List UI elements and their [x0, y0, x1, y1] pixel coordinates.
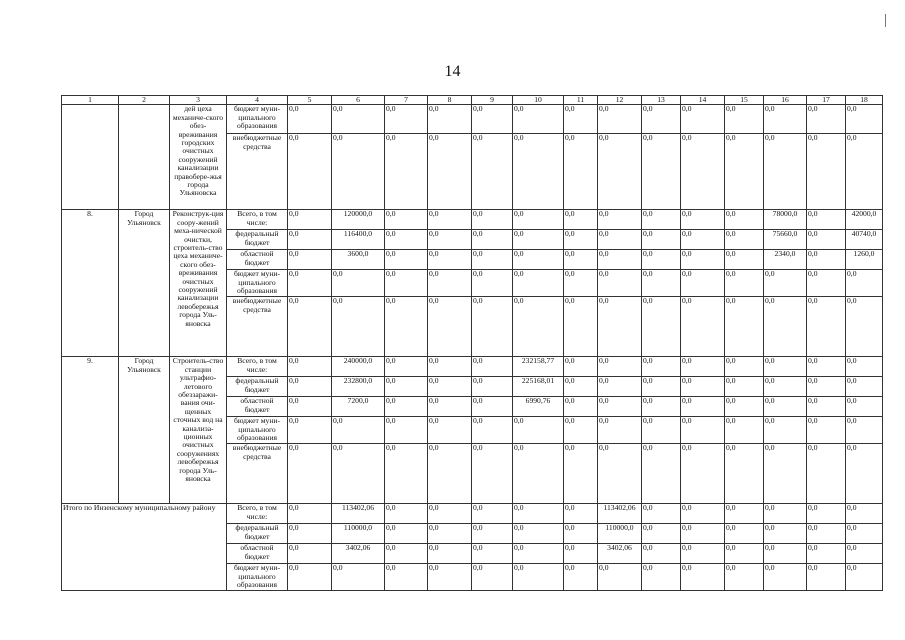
value-cell: 0,0 [681, 377, 725, 397]
value-cell: 0,0 [288, 105, 332, 134]
value-cell: 0,0 [642, 544, 681, 564]
budget-table [61, 95, 883, 591]
value-cell: 116400,0 [332, 230, 385, 250]
funding-source: бюджет муни-ципального образования [227, 270, 288, 297]
value-cell: 0,0 [385, 210, 428, 230]
value-cell: 0,0 [288, 230, 332, 250]
value-cell: 0,0 [472, 564, 513, 591]
value-cell: 0,0 [764, 297, 807, 357]
funding-source: Всего, в том числе: [227, 504, 288, 524]
value-cell: 0,0 [725, 524, 764, 544]
value-cell: 0,0 [642, 270, 681, 297]
value-cell: 0,0 [513, 504, 564, 524]
value-cell: 110000,0 [598, 524, 642, 544]
value-cell: 0,0 [681, 357, 725, 377]
value-cell: 0,0 [807, 444, 846, 504]
value-cell: 0,0 [598, 210, 642, 230]
value-cell: 0,0 [564, 297, 598, 357]
value-cell: 0,0 [725, 377, 764, 397]
value-cell: 0,0 [846, 397, 883, 417]
value-cell: 0,0 [725, 134, 764, 210]
value-cell: 0,0 [564, 357, 598, 377]
value-cell: 0,0 [564, 270, 598, 297]
value-cell: 0,0 [764, 504, 807, 524]
column-number: 18 [846, 96, 883, 105]
value-cell: 0,0 [513, 270, 564, 297]
value-cell: 0,0 [642, 417, 681, 444]
value-cell: 0,0 [846, 297, 883, 357]
value-cell: 0,0 [846, 270, 883, 297]
value-cell: 0,0 [428, 105, 472, 134]
value-cell: 0,0 [764, 397, 807, 417]
value-cell: 0,0 [332, 564, 385, 591]
value-cell: 0,0 [385, 397, 428, 417]
value-cell: 0,0 [288, 544, 332, 564]
value-cell: 0,0 [807, 524, 846, 544]
value-cell: 0,0 [288, 377, 332, 397]
value-cell: 0,0 [681, 210, 725, 230]
value-cell: 6990,76 [513, 397, 564, 417]
value-cell: 0,0 [564, 544, 598, 564]
column-number: 9 [472, 96, 513, 105]
value-cell: 0,0 [472, 210, 513, 230]
value-cell: 0,0 [472, 230, 513, 250]
value-cell: 0,0 [428, 250, 472, 270]
value-cell: 0,0 [598, 250, 642, 270]
page-number: 14 [444, 63, 461, 80]
value-cell: 0,0 [846, 444, 883, 504]
value-cell: 0,0 [598, 230, 642, 250]
value-cell: 0,0 [564, 397, 598, 417]
value-cell: 0,0 [807, 397, 846, 417]
value-cell: 0,0 [725, 210, 764, 230]
value-cell: 0,0 [725, 564, 764, 591]
project-name: Строитель-ство станции ультрафио-летового обеззаражи-вания очи-щенных сточных вод на канализа-ционных очистных сооружениях левобережья города Уль-яновска [170, 357, 227, 504]
table-row [62, 210, 883, 230]
value-cell: 0,0 [598, 377, 642, 397]
value-cell: 0,0 [564, 504, 598, 524]
value-cell: 0,0 [642, 444, 681, 504]
value-cell: 0,0 [472, 397, 513, 417]
value-cell: 0,0 [598, 297, 642, 357]
value-cell: 0,0 [846, 134, 883, 210]
value-cell: 0,0 [472, 134, 513, 210]
value-cell: 0,0 [288, 270, 332, 297]
value-cell: 0,0 [472, 105, 513, 134]
value-cell: 0,0 [725, 250, 764, 270]
value-cell: 0,0 [428, 444, 472, 504]
value-cell: 0,0 [725, 444, 764, 504]
funding-source: Всего, в том числе: [227, 357, 288, 377]
value-cell: 0,0 [288, 297, 332, 357]
value-cell: 0,0 [807, 105, 846, 134]
column-number: 8 [428, 96, 472, 105]
row-number: 8. [62, 210, 119, 357]
value-cell: 0,0 [681, 105, 725, 134]
value-cell: 0,0 [807, 544, 846, 564]
value-cell: 0,0 [428, 230, 472, 250]
value-cell: 0,0 [846, 105, 883, 134]
funding-source: внебюджетные средства [227, 444, 288, 504]
value-cell: 0,0 [598, 357, 642, 377]
value-cell: 0,0 [642, 250, 681, 270]
value-cell: 0,0 [681, 504, 725, 524]
value-cell: 0,0 [681, 444, 725, 504]
column-number: 7 [385, 96, 428, 105]
value-cell: 0,0 [332, 105, 385, 134]
column-number: 16 [764, 96, 807, 105]
value-cell: 0,0 [681, 297, 725, 357]
funding-source: областной бюджет [227, 544, 288, 564]
value-cell: 0,0 [385, 105, 428, 134]
value-cell: 0,0 [807, 270, 846, 297]
funding-source: бюджет муни-ципального образования [227, 417, 288, 444]
value-cell: 0,0 [564, 134, 598, 210]
value-cell: 0,0 [332, 297, 385, 357]
row-number: 9. [62, 357, 119, 504]
value-cell: 0,0 [846, 504, 883, 524]
value-cell: 75660,0 [764, 230, 807, 250]
value-cell: 0,0 [472, 524, 513, 544]
value-cell: 0,0 [513, 544, 564, 564]
value-cell: 0,0 [681, 250, 725, 270]
value-cell: 3402,06 [332, 544, 385, 564]
value-cell: 0,0 [642, 105, 681, 134]
value-cell: 0,0 [764, 270, 807, 297]
value-cell: 0,0 [385, 544, 428, 564]
value-cell: 0,0 [564, 417, 598, 444]
value-cell: 0,0 [764, 357, 807, 377]
column-number: 1 [62, 96, 119, 105]
value-cell: 0,0 [598, 134, 642, 210]
value-cell: 0,0 [564, 524, 598, 544]
value-cell: 0,0 [385, 270, 428, 297]
value-cell: 0,0 [725, 357, 764, 377]
value-cell: 0,0 [846, 564, 883, 591]
value-cell: 0,0 [513, 297, 564, 357]
value-cell: 78000,0 [764, 210, 807, 230]
value-cell: 0,0 [564, 377, 598, 397]
value-cell: 0,0 [681, 417, 725, 444]
value-cell: 240000,0 [332, 357, 385, 377]
value-cell: 0,0 [513, 444, 564, 504]
value-cell: 0,0 [288, 250, 332, 270]
value-cell: 0,0 [428, 357, 472, 377]
value-cell: 0,0 [681, 134, 725, 210]
value-cell: 0,0 [846, 417, 883, 444]
value-cell: 113402,06 [332, 504, 385, 524]
value-cell: 0,0 [472, 297, 513, 357]
column-number: 15 [725, 96, 764, 105]
value-cell: 0,0 [513, 250, 564, 270]
value-cell: 0,0 [288, 504, 332, 524]
value-cell: 0,0 [288, 210, 332, 230]
value-cell: 0,0 [332, 444, 385, 504]
column-number: 11 [564, 96, 598, 105]
value-cell: 0,0 [764, 524, 807, 544]
column-number: 17 [807, 96, 846, 105]
value-cell: 2340,0 [764, 250, 807, 270]
value-cell: 0,0 [598, 417, 642, 444]
value-cell: 0,0 [428, 377, 472, 397]
value-cell: 0,0 [725, 297, 764, 357]
value-cell: 0,0 [428, 524, 472, 544]
value-cell: 0,0 [428, 397, 472, 417]
value-cell: 0,0 [764, 444, 807, 504]
value-cell: 0,0 [428, 210, 472, 230]
value-cell: 0,0 [385, 297, 428, 357]
municipality-name [119, 105, 170, 210]
table-row [62, 105, 883, 134]
value-cell: 0,0 [681, 524, 725, 544]
value-cell: 0,0 [642, 524, 681, 544]
value-cell: 0,0 [681, 230, 725, 250]
value-cell: 0,0 [725, 270, 764, 297]
value-cell: 0,0 [472, 270, 513, 297]
value-cell: 0,0 [725, 417, 764, 444]
value-cell: 225168,01 [513, 377, 564, 397]
value-cell: 0,0 [472, 250, 513, 270]
funding-source: внебюджетные средства [227, 134, 288, 210]
value-cell: 0,0 [428, 134, 472, 210]
value-cell: 0,0 [807, 210, 846, 230]
value-cell: 0,0 [598, 105, 642, 134]
table-row [62, 357, 883, 377]
value-cell: 0,0 [472, 377, 513, 397]
value-cell: 0,0 [846, 544, 883, 564]
value-cell: 3600,0 [332, 250, 385, 270]
value-cell: 0,0 [385, 134, 428, 210]
value-cell: 0,0 [332, 417, 385, 444]
value-cell: 0,0 [288, 357, 332, 377]
value-cell: 0,0 [472, 444, 513, 504]
funding-source: федеральный бюджет [227, 524, 288, 544]
project-name: Реконструк-ция соору-жений меха-нической очистки, строитель-ство цеха механиче-ского обез-вреживания очистных сооружений канализации левобережья города Уль-яновска [170, 210, 227, 357]
value-cell: 0,0 [725, 544, 764, 564]
value-cell: 0,0 [428, 297, 472, 357]
value-cell: 0,0 [385, 377, 428, 397]
value-cell: 0,0 [764, 134, 807, 210]
value-cell: 0,0 [428, 417, 472, 444]
municipality-name: Город Ульяновск [119, 210, 170, 357]
funding-source: федеральный бюджет [227, 377, 288, 397]
value-cell: 0,0 [564, 105, 598, 134]
value-cell: 113402,06 [598, 504, 642, 524]
value-cell: 0,0 [385, 564, 428, 591]
value-cell: 0,0 [807, 417, 846, 444]
value-cell: 0,0 [807, 134, 846, 210]
value-cell: 0,0 [725, 105, 764, 134]
value-cell: 0,0 [764, 377, 807, 397]
column-number: 3 [170, 96, 227, 105]
value-cell: 0,0 [681, 270, 725, 297]
value-cell: 0,0 [385, 504, 428, 524]
value-cell: 0,0 [288, 524, 332, 544]
value-cell: 0,0 [428, 270, 472, 297]
value-cell: 0,0 [642, 210, 681, 230]
funding-source: Всего, в том числе: [227, 210, 288, 230]
value-cell: 0,0 [428, 544, 472, 564]
value-cell: 0,0 [598, 270, 642, 297]
column-number-row [62, 96, 883, 105]
value-cell: 0,0 [288, 444, 332, 504]
value-cell: 0,0 [642, 504, 681, 524]
value-cell: 0,0 [642, 357, 681, 377]
value-cell: 120000,0 [332, 210, 385, 230]
value-cell: 0,0 [472, 417, 513, 444]
funding-source: бюджет муни-ципального образования [227, 564, 288, 591]
value-cell: 0,0 [428, 504, 472, 524]
value-cell: 0,0 [472, 544, 513, 564]
funding-source: областной бюджет [227, 397, 288, 417]
column-number: 2 [119, 96, 170, 105]
value-cell: 110000,0 [332, 524, 385, 544]
value-cell: 0,0 [642, 134, 681, 210]
value-cell: 0,0 [807, 357, 846, 377]
value-cell: 0,0 [598, 397, 642, 417]
value-cell: 0,0 [472, 357, 513, 377]
funding-source: внебюджетные средства [227, 297, 288, 357]
value-cell: 0,0 [807, 297, 846, 357]
value-cell: 232800,0 [332, 377, 385, 397]
value-cell: 0,0 [385, 250, 428, 270]
value-cell: 0,0 [846, 524, 883, 544]
value-cell: 0,0 [725, 397, 764, 417]
value-cell: 0,0 [807, 230, 846, 250]
column-number: 6 [332, 96, 385, 105]
value-cell: 42000,0 [846, 210, 883, 230]
value-cell: 0,0 [472, 504, 513, 524]
value-cell: 0,0 [598, 564, 642, 591]
value-cell: 0,0 [288, 417, 332, 444]
value-cell: 0,0 [513, 210, 564, 230]
value-cell: 0,0 [807, 250, 846, 270]
value-cell: 0,0 [564, 250, 598, 270]
row-number [62, 105, 119, 210]
value-cell: 0,0 [513, 564, 564, 591]
value-cell: 0,0 [764, 544, 807, 564]
value-cell: 0,0 [846, 377, 883, 397]
column-number: 5 [288, 96, 332, 105]
municipality-name: Город Ульяновск [119, 357, 170, 504]
value-cell: 0,0 [642, 377, 681, 397]
value-cell: 0,0 [642, 564, 681, 591]
value-cell: 0,0 [332, 134, 385, 210]
value-cell: 0,0 [764, 417, 807, 444]
value-cell: 0,0 [288, 397, 332, 417]
page-edge-mark [885, 14, 886, 27]
value-cell: 0,0 [513, 230, 564, 250]
value-cell: 0,0 [513, 105, 564, 134]
table-row [62, 504, 883, 524]
funding-source: областной бюджет [227, 250, 288, 270]
value-cell: 0,0 [385, 444, 428, 504]
column-number: 10 [513, 96, 564, 105]
value-cell: 0,0 [385, 357, 428, 377]
value-cell: 0,0 [564, 230, 598, 250]
value-cell: 0,0 [428, 564, 472, 591]
value-cell: 0,0 [642, 230, 681, 250]
value-cell: 3402,06 [598, 544, 642, 564]
value-cell: 0,0 [385, 417, 428, 444]
column-number: 14 [681, 96, 725, 105]
value-cell: 0,0 [846, 357, 883, 377]
value-cell: 40740,0 [846, 230, 883, 250]
value-cell: 232158,77 [513, 357, 564, 377]
value-cell: 0,0 [681, 544, 725, 564]
value-cell: 0,0 [288, 134, 332, 210]
column-number: 4 [227, 96, 288, 105]
value-cell: 0,0 [564, 210, 598, 230]
value-cell: 0,0 [807, 564, 846, 591]
funding-source: бюджет муни-ципального образования [227, 105, 288, 134]
value-cell: 0,0 [807, 504, 846, 524]
column-number: 12 [598, 96, 642, 105]
funding-source: федеральный бюджет [227, 230, 288, 250]
value-cell: 0,0 [513, 524, 564, 544]
column-number: 13 [642, 96, 681, 105]
value-cell: 0,0 [513, 417, 564, 444]
value-cell: 0,0 [288, 564, 332, 591]
value-cell: 0,0 [725, 504, 764, 524]
value-cell: 0,0 [725, 230, 764, 250]
value-cell: 0,0 [642, 297, 681, 357]
value-cell: 0,0 [764, 564, 807, 591]
value-cell: 0,0 [681, 397, 725, 417]
value-cell: 0,0 [332, 270, 385, 297]
value-cell: 0,0 [681, 564, 725, 591]
value-cell: 0,0 [642, 397, 681, 417]
value-cell: 1260,0 [846, 250, 883, 270]
total-label: Итого по Инзенскому муниципальному району [62, 504, 227, 591]
value-cell: 0,0 [807, 377, 846, 397]
value-cell: 0,0 [385, 230, 428, 250]
value-cell: 0,0 [513, 134, 564, 210]
value-cell: 0,0 [598, 444, 642, 504]
value-cell: 0,0 [764, 105, 807, 134]
value-cell: 0,0 [385, 524, 428, 544]
value-cell: 7200,0 [332, 397, 385, 417]
value-cell: 0,0 [564, 564, 598, 591]
project-name: дей цеха механиче-ского обез-вреживания городских очистных сооружений канализации правобере-жья города Ульяновска [170, 105, 227, 210]
value-cell: 0,0 [564, 444, 598, 504]
